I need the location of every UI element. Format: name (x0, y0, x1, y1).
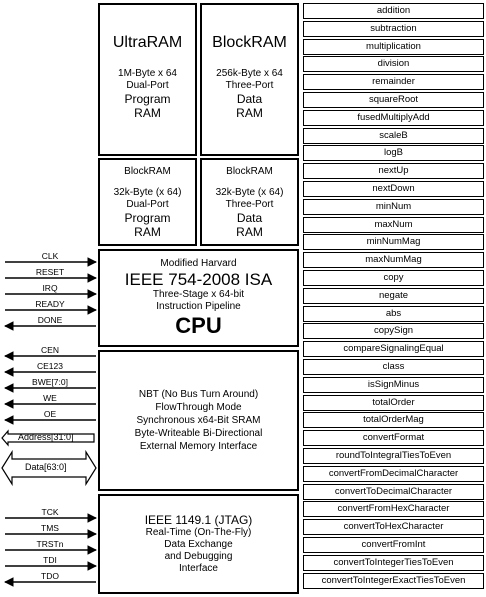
function-item: minNumMag (303, 234, 484, 250)
jtag-line-5: Interface (179, 563, 218, 574)
function-item: totalOrder (303, 395, 484, 411)
cpu-line-3: Three-Stage x 64-bit (152, 288, 245, 300)
mem-if-line-5: External Memory Interface (139, 441, 258, 452)
ultraram-line-1: 1M-Byte x 64 (118, 67, 177, 79)
jtag-box (98, 494, 299, 594)
blockram-data-bottom-box (200, 158, 299, 246)
blockram-data-bottom-line-4: RAM (236, 224, 263, 239)
signal-label: TDO (41, 571, 59, 581)
blockram-program-line-4: RAM (134, 224, 161, 239)
blockram-program-line-2: Dual-Port (126, 198, 169, 210)
blockram-program-line-3: Program (124, 210, 171, 225)
ultraram-box (98, 3, 197, 156)
cpu-box (98, 249, 299, 347)
blockram-data-top-line-3: Data (236, 91, 263, 106)
jtag-line-2: Real-Time (On-The-Fly) (145, 527, 252, 538)
cpu-line-2: IEEE 754-2008 ISA (124, 269, 273, 289)
function-item: convertFormat (303, 430, 484, 446)
function-item: convertToHexCharacter (303, 519, 484, 535)
function-item: nextDown (303, 181, 484, 197)
memory-interface-box (98, 350, 299, 491)
function-item: convertToIntegerExactTiesToEven (303, 573, 484, 589)
signal-label: TCK (41, 507, 59, 517)
function-item: nextUp (303, 163, 484, 179)
cpu-line-4: Instruction Pipeline (156, 300, 241, 312)
function-item: convertToDecimalCharacter (303, 484, 484, 500)
blockram-program-title: BlockRAM (124, 165, 171, 177)
function-item: minNum (303, 199, 484, 215)
signal-label: TDI (43, 555, 57, 565)
data-bus-label: Data[63:0] (25, 462, 67, 472)
signal-label: CLK (41, 251, 59, 261)
cpu-line-1: Modified Harvard (160, 257, 237, 269)
jtag-line-1: IEEE 1149.1 (JTAG) (144, 513, 253, 527)
ultraram-line-2: Dual-Port (126, 79, 169, 91)
blockram-data-top-line-1: 256k-Byte x 64 (216, 67, 283, 79)
blockram-data-top-line-2: Three-Port (225, 79, 274, 91)
blockram-data-top-title: BlockRAM (212, 33, 287, 51)
signal-label: WE (43, 393, 57, 403)
function-item: convertFromDecimalCharacter (303, 466, 484, 482)
cpu-title: CPU (175, 312, 222, 338)
blockram-data-top-box (200, 3, 299, 156)
mem-if-line-4: Byte-Writeable Bi-Directional (134, 428, 263, 439)
mem-if-line-1: NBT (No Bus Turn Around) (138, 389, 259, 400)
blockram-data-bottom-title: BlockRAM (226, 165, 273, 177)
function-item: addition (303, 3, 484, 19)
function-item: convertFromInt (303, 537, 484, 553)
signal-label: READY (35, 299, 65, 309)
function-item: squareRoot (303, 92, 484, 108)
function-item: remainder (303, 74, 484, 90)
signal-label: BWE[7:0] (32, 377, 68, 387)
blockram-data-bottom-line-2: Three-Port (225, 198, 274, 210)
function-item: convertFromHexCharacter (303, 501, 484, 517)
function-item: negate (303, 288, 484, 304)
signal-label: OE (43, 409, 57, 419)
function-item: convertToIntegerTiesToEven (303, 555, 484, 571)
ultraram-line-3: Program (124, 91, 171, 106)
function-item: abs (303, 306, 484, 322)
function-item: totalOrderMag (303, 412, 484, 428)
function-item: compareSignalingEqual (303, 341, 484, 357)
blockram-data-top-line-4: RAM (236, 105, 263, 120)
blockram-program-line-1: 32k-Byte (x 64) (113, 186, 182, 198)
mem-if-line-3: Synchronous x64-Bit SRAM (136, 415, 261, 426)
function-item: copy (303, 270, 484, 286)
function-item: logB (303, 145, 484, 161)
ultraram-title: UltraRAM (112, 33, 183, 51)
function-item: isSignMinus (303, 377, 484, 393)
function-item: maxNumMag (303, 252, 484, 268)
address-bus-label: Address[31:0] (18, 432, 74, 442)
function-item: subtraction (303, 21, 484, 37)
function-item: scaleB (303, 128, 484, 144)
signal-label: RESET (35, 267, 65, 277)
ultraram-line-4: RAM (134, 105, 161, 120)
function-item: class (303, 359, 484, 375)
signal-label: DONE (37, 315, 63, 325)
signal-label: TMS (41, 523, 59, 533)
signal-label: CEN (41, 345, 59, 355)
blockram-data-bottom-line-3: Data (236, 210, 263, 225)
blockram-data-bottom-line-1: 32k-Byte (x 64) (215, 186, 284, 198)
signal-label: TRSTn (36, 539, 64, 549)
jtag-line-3: Data Exchange (164, 539, 233, 550)
jtag-line-4: and Debugging (164, 551, 233, 562)
signal-label: IRQ (42, 283, 58, 293)
function-item: roundToIntegralTiesToEven (303, 448, 484, 464)
signal-label: CE123 (37, 361, 63, 371)
function-item: maxNum (303, 217, 484, 233)
function-item: fusedMultiplyAdd (303, 110, 484, 126)
function-item: copySign (303, 323, 484, 339)
function-item: multiplication (303, 39, 484, 55)
mem-if-line-2: FlowThrough Mode (155, 402, 242, 413)
function-item: division (303, 56, 484, 72)
blockram-program-box (98, 158, 197, 246)
